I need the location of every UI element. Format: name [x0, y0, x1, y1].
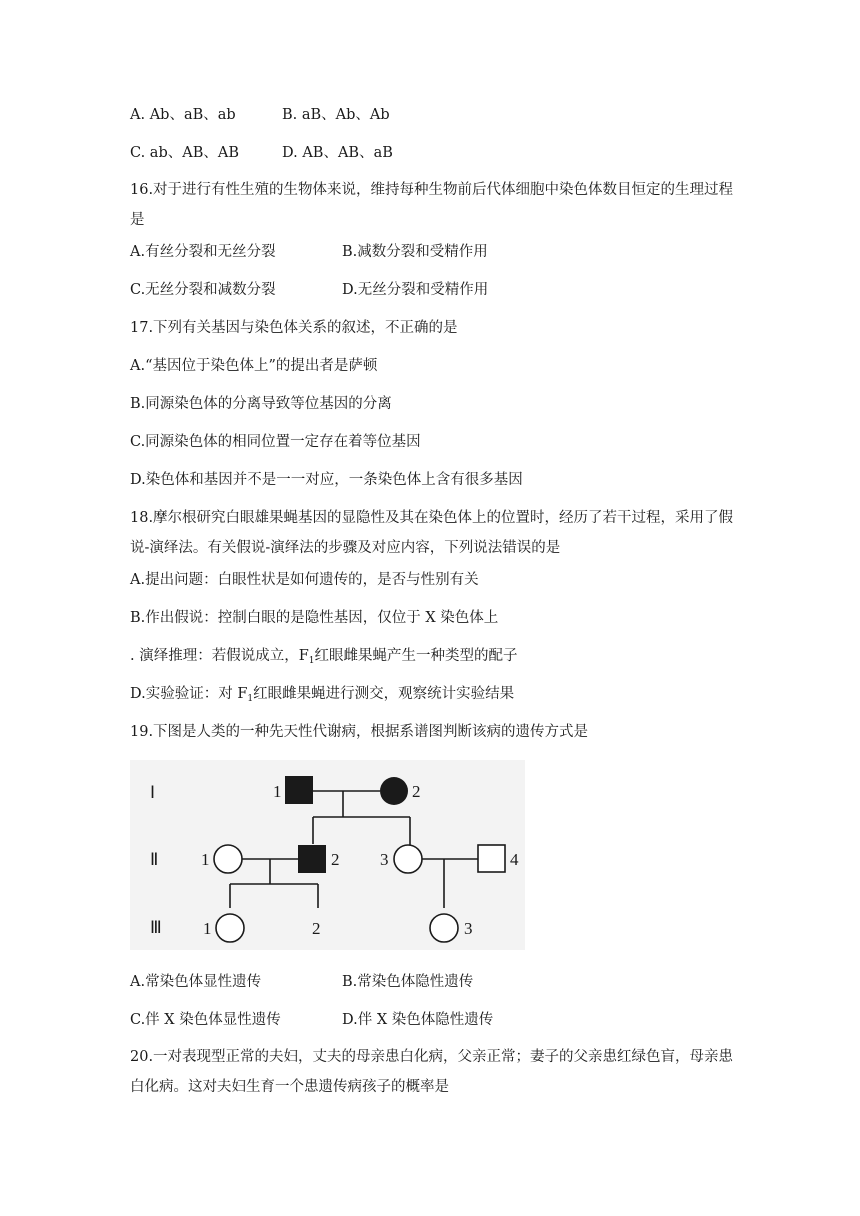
individual-II-2-affected-male — [298, 845, 326, 873]
label-II-4: 4 — [510, 850, 519, 869]
q17-option-c: C.同源染色体的相同位置一定存在着等位基因 — [130, 434, 421, 450]
label-II-2: 2 — [331, 850, 340, 869]
generation-label-1: Ⅰ — [150, 783, 156, 802]
q18-stem: 18.摩尔根研究白眼雄果蝇基因的显隐性及其在染色体上的位置时，经历了若干过程，采用了假说-演绎法。有关假说-演绎法的步骤及对应内容，下列说法错误的是 — [130, 510, 734, 556]
q15-option-b: B. aB、Ab、Ab — [282, 107, 390, 123]
individual-III-3-normal-female — [430, 914, 458, 942]
q17-option-d: D.染色体和基因并不是一一对应，一条染色体上含有很多基因 — [130, 472, 523, 488]
generation-label-2: Ⅱ — [150, 850, 159, 869]
label-I-1: 1 — [273, 782, 282, 801]
individual-II-4-normal-male — [478, 845, 505, 872]
q16-option-a: A.有丝分裂和无丝分裂 — [130, 244, 276, 260]
q16-option-d: D.无丝分裂和受精作用 — [342, 282, 489, 298]
q18-option-c: . 演绎推理：若假说成立，$F_1$红眼雌果蝇产生一种类型的配子 — [130, 648, 518, 666]
label-III-3: 3 — [464, 919, 473, 938]
q15-option-d: D. AB、AB、aB — [282, 145, 393, 161]
q19-stem: 19.下图是人类的一种先天性代谢病，根据系谱图判断该病的遗传方式是 — [130, 724, 589, 740]
label-III-1: 1 — [203, 919, 212, 938]
q16-option-b: B.减数分裂和受精作用 — [342, 244, 488, 260]
q18-option-b: B.作出假说：控制白眼的是隐性基因，仅位于 X 染色体上 — [130, 610, 499, 626]
q18-option-d: D.实验验证：对 $F_1$红眼雌果蝇进行测交，观察统计实验结果 — [130, 686, 515, 704]
q15-option-c: C. ab、AB、AB — [130, 145, 239, 161]
label-I-2: 2 — [412, 782, 421, 801]
q18-option-a: A.提出问题：白眼性状是如何遗传的，是否与性别有关 — [130, 572, 479, 588]
q19-option-d: D.伴 X 染色体隐性遗传 — [342, 1012, 494, 1028]
q16-stem: 16.对于进行有性生殖的生物体来说，维持每种生物前后代体细胞中染色体数目恒定的生理过程是 — [130, 182, 734, 228]
label-II-3: 3 — [380, 850, 389, 869]
q19-option-a: A.常染色体显性遗传 — [130, 974, 262, 990]
individual-III-1-normal-female — [216, 914, 244, 942]
q20-stem: 20.一对表现型正常的夫妇，丈夫的母亲患白化病，父亲正常；妻子的父亲患红绿色盲，母亲患白化病。这对夫妇生育一个患遗传病孩子的概率是 — [130, 1049, 734, 1095]
q19-option-c: C.伴 X 染色体显性遗传 — [130, 1012, 281, 1028]
q17-option-b: B.同源染色体的分离导致等位基因的分离 — [130, 396, 392, 412]
label-II-1: 1 — [201, 850, 210, 869]
q16-option-c: C.无丝分裂和减数分裂 — [130, 282, 276, 298]
individual-II-3-normal-female — [394, 845, 422, 873]
q19-option-b: B.常染色体隐性遗传 — [342, 974, 474, 990]
pedigree-chart — [130, 760, 525, 950]
q17-stem: 17.下列有关基因与染色体关系的叙述，不正确的是 — [130, 320, 458, 336]
individual-II-1-normal-female — [214, 845, 242, 873]
individual-I-2-affected-female — [380, 777, 408, 805]
generation-label-3: Ⅲ — [150, 918, 162, 937]
q15-option-a: A. Ab、aB、ab — [130, 107, 236, 123]
q17-option-a: A.“基因位于染色体上”的提出者是萨顿 — [130, 358, 378, 374]
label-III-2: 2 — [312, 919, 321, 938]
individual-I-1-affected-male — [285, 776, 313, 804]
